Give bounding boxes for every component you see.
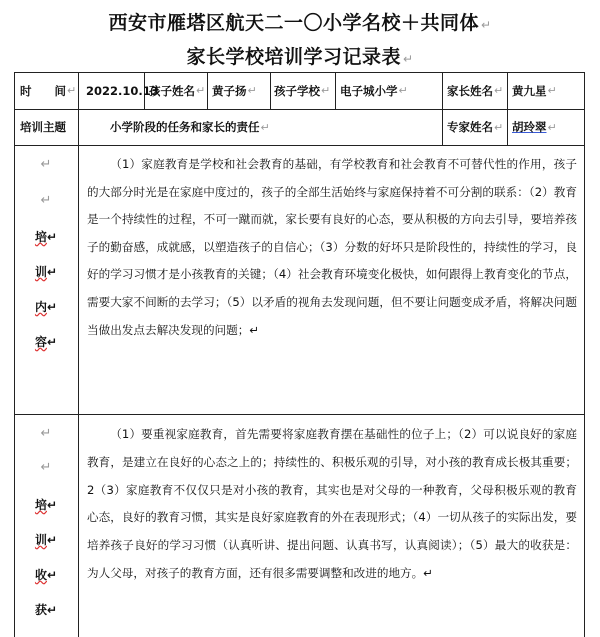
document-subtitle: 家长学校培训学习记录表 ↵ xyxy=(186,46,414,68)
return-mark-icon: ↵ xyxy=(40,426,52,441)
content-label xyxy=(14,145,78,414)
gain-label-char: 获↵ xyxy=(34,603,58,617)
topic-label: 培训主题 xyxy=(20,120,66,134)
gain-label-char: 收↵ xyxy=(34,568,58,582)
gain-label xyxy=(14,414,78,637)
column-divider xyxy=(442,72,443,145)
time-label: 时 间 ↵ xyxy=(20,83,77,98)
gain-label-char: 培↵ xyxy=(34,498,58,512)
gain-label-char: 训↵ xyxy=(34,533,58,547)
column-divider xyxy=(78,72,79,637)
return-mark-icon: ↵ xyxy=(46,335,58,349)
return-mark-icon: ↵ xyxy=(494,120,504,134)
column-divider xyxy=(335,72,336,109)
training-gain-text: （1）要重视家庭教育，首先需要将家庭教育摆在基础性的位子上；（2）可以说良好的家庭教育，是建立在良好的心态之上的；持续性的、积极乐观的引导，对小孩的教育成长极其重要；2（3）家庭教育不仅仅只是对小孩的教育，其实也是对父母的一种教育，父母积极乐观的教育心态，良好的教育习惯，其实是良好家庭教育的外在表现形式；（4）一切从孩子的实际出发，要培养孩子良好的学习习惯（认真听讲、提出问题、认真书写，认真阅读）；（5）最大的收获是：为人父母，对孩子的教育方面，还有很多需要调整和改进的地方。↵ xyxy=(87,427,577,580)
return-mark-icon: ↵ xyxy=(494,84,504,97)
child-name-label: 孩子姓名 ↵ xyxy=(149,83,206,98)
return-mark-icon: ↵ xyxy=(196,84,206,97)
column-divider xyxy=(207,72,208,109)
return-mark-icon: ↵ xyxy=(67,84,77,97)
return-mark-icon: ↵ xyxy=(249,322,260,337)
return-mark-icon: ↵ xyxy=(547,84,557,97)
record-date: 2022.10.13 xyxy=(86,83,159,98)
content-label-char: 训↵ xyxy=(34,265,58,279)
return-mark-icon: ↵ xyxy=(46,568,58,582)
return-mark-icon: ↵ xyxy=(46,230,58,244)
return-mark-icon: ↵ xyxy=(46,603,58,617)
child-school-label: 孩子学校 ↵ xyxy=(274,83,331,98)
return-mark-icon: ↵ xyxy=(321,84,331,97)
return-mark-icon: ↵ xyxy=(40,157,52,172)
content-label-char: 内↵ xyxy=(34,300,58,314)
return-mark-icon: ↵ xyxy=(46,533,58,547)
parent-name: 黄九星 ↵ xyxy=(512,83,557,98)
return-mark-icon: ↵ xyxy=(46,300,58,314)
child-name: 黄子扬 ↵ xyxy=(212,83,257,98)
return-mark-icon: ↵ xyxy=(402,52,414,66)
document-title: 西安市雁塔区航天二一〇小学名校＋共同体 ↵ xyxy=(108,12,492,34)
table-border-right xyxy=(584,72,585,637)
return-mark-icon: ↵ xyxy=(46,498,58,512)
child-school: 电子城小学 ↵ xyxy=(340,83,408,98)
expert-name: 胡玲翠 ↵ xyxy=(512,120,557,134)
content-label-char: 容↵ xyxy=(34,335,58,349)
return-mark-icon: ↵ xyxy=(46,265,58,279)
column-divider xyxy=(270,72,271,109)
return-mark-icon: ↵ xyxy=(247,84,257,97)
return-mark-icon: ↵ xyxy=(480,18,492,32)
row-divider xyxy=(14,145,585,146)
content-label-char: 培↵ xyxy=(34,230,58,244)
parent-name-label: 家长姓名 ↵ xyxy=(447,83,504,98)
training-topic: 小学阶段的任务和家长的责任 ↵ xyxy=(110,120,270,134)
column-divider xyxy=(507,72,508,145)
record-table xyxy=(14,72,585,637)
return-mark-icon: ↵ xyxy=(40,460,52,475)
return-mark-icon: ↵ xyxy=(398,84,408,97)
return-mark-icon: ↵ xyxy=(260,120,270,134)
row-divider xyxy=(14,414,585,415)
expert-name-label: 专家姓名 ↵ xyxy=(447,120,504,134)
return-mark-icon: ↵ xyxy=(423,565,433,580)
return-mark-icon: ↵ xyxy=(40,193,52,208)
training-content-text: （1）家庭教育是学校和社会教育的基础，有学校教育和社会教育不可替代性的作用，孩子的大部分时光是在家庭中度过的，孩子的全部生活始终与家庭保持着不可分割的联系：（2）教育是一个持续性的过程，不可一蹴而就，家长要有良好的心态，要从积极的方向去引导，要培养孩子的勤奋感，成就感，以塑造孩子的自信心；（3）分数的好坏只是阶段性的，持续性的学习，良好的学习习惯才是小孩教育的关键；（4）社会教育环境变化极快，如何跟得上教育变化的节点，需要大家不间断的去学习；（5）以矛盾的视角去发现问题，但不要让问题变成矛盾，将解决问题当做出发点去解决发现的问题；↵ xyxy=(87,157,577,337)
return-mark-icon: ↵ xyxy=(547,120,557,134)
